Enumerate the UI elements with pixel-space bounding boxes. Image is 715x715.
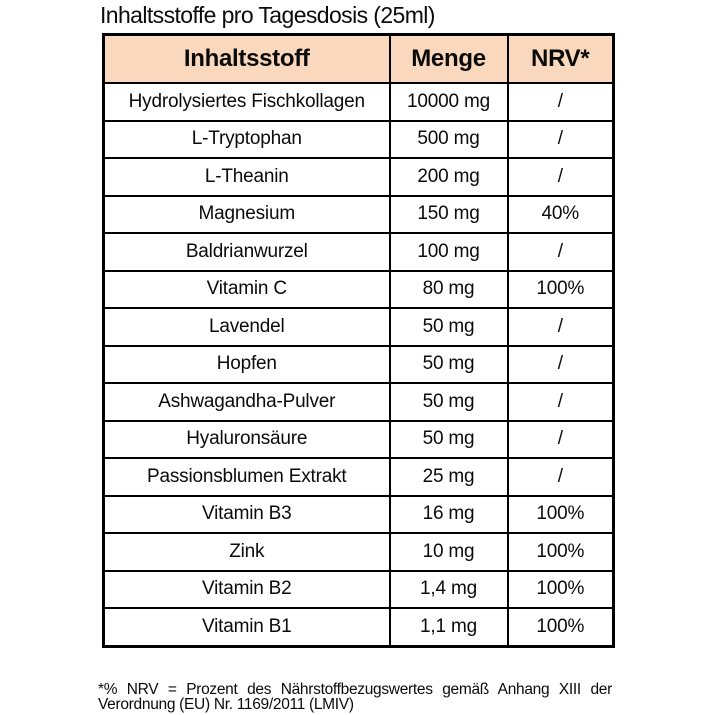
table-row xyxy=(104,421,614,459)
cell-menge: 25 mg xyxy=(390,458,508,496)
table-row xyxy=(104,233,614,271)
cell-menge: 1,4 mg xyxy=(390,571,508,609)
table-row xyxy=(104,533,614,571)
cell-menge: 50 mg xyxy=(390,421,508,459)
ingredients-table xyxy=(102,33,615,648)
cell-nrv: 100% xyxy=(508,496,614,534)
cell-inhaltsstoff: Hopfen xyxy=(104,346,390,384)
table-row xyxy=(104,571,614,609)
cell-inhaltsstoff: Baldrianwurzel xyxy=(104,233,390,271)
table-row xyxy=(104,83,614,121)
table-row xyxy=(104,271,614,309)
cell-nrv: 40% xyxy=(508,196,614,234)
cell-nrv: 100% xyxy=(508,608,614,646)
cell-menge: 10 mg xyxy=(390,533,508,571)
cell-nrv: / xyxy=(508,158,614,196)
cell-inhaltsstoff: Vitamin B2 xyxy=(104,571,390,609)
cell-inhaltsstoff: Vitamin C xyxy=(104,271,390,309)
cell-inhaltsstoff: Magnesium xyxy=(104,196,390,234)
cell-inhaltsstoff: Zink xyxy=(104,533,390,571)
cell-nrv: / xyxy=(508,383,614,421)
cell-nrv: / xyxy=(508,346,614,384)
header-menge: Menge xyxy=(390,35,508,84)
table-row xyxy=(104,458,614,496)
header-inhaltsstoff: Inhaltsstoff xyxy=(104,35,390,84)
cell-menge: 16 mg xyxy=(390,496,508,534)
cell-nrv: 100% xyxy=(508,533,614,571)
cell-menge: 50 mg xyxy=(390,346,508,384)
cell-nrv: / xyxy=(508,121,614,159)
cell-nrv: 100% xyxy=(508,271,614,309)
table-row xyxy=(104,496,614,534)
page-title: Inhaltsstoffe pro Tagesdosis (25ml) xyxy=(100,2,435,28)
footnote: *% NRV = Prozent des Nährstoffbezugswertes gemäß Anhang XIII der Verordnung (EU) Nr. 1169/2011 (LMIV) xyxy=(98,681,612,713)
cell-nrv: / xyxy=(508,233,614,271)
cell-nrv: / xyxy=(508,458,614,496)
cell-inhaltsstoff: Vitamin B1 xyxy=(104,608,390,646)
cell-nrv: / xyxy=(508,421,614,459)
cell-nrv: / xyxy=(508,308,614,346)
table-body xyxy=(104,83,614,646)
cell-inhaltsstoff: L-Theanin xyxy=(104,158,390,196)
cell-menge: 50 mg xyxy=(390,383,508,421)
cell-menge: 10000 mg xyxy=(390,83,508,121)
table-row xyxy=(104,346,614,384)
cell-inhaltsstoff: Hyaluronsäure xyxy=(104,421,390,459)
cell-menge: 80 mg xyxy=(390,271,508,309)
table-row xyxy=(104,383,614,421)
cell-menge: 50 mg xyxy=(390,308,508,346)
table-row xyxy=(104,308,614,346)
table-row xyxy=(104,608,614,646)
cell-menge: 500 mg xyxy=(390,121,508,159)
table-header-row xyxy=(104,35,614,84)
cell-inhaltsstoff: Ashwagandha-Pulver xyxy=(104,383,390,421)
table-row xyxy=(104,196,614,234)
cell-inhaltsstoff: L-Tryptophan xyxy=(104,121,390,159)
cell-menge: 100 mg xyxy=(390,233,508,271)
cell-inhaltsstoff: Lavendel xyxy=(104,308,390,346)
table-row xyxy=(104,158,614,196)
cell-menge: 200 mg xyxy=(390,158,508,196)
cell-inhaltsstoff: Passionsblumen Extrakt xyxy=(104,458,390,496)
cell-inhaltsstoff: Vitamin B3 xyxy=(104,496,390,534)
header-nrv: NRV* xyxy=(508,35,614,84)
cell-nrv: 100% xyxy=(508,571,614,609)
cell-menge: 1,1 mg xyxy=(390,608,508,646)
cell-nrv: / xyxy=(508,83,614,121)
cell-inhaltsstoff: Hydrolysiertes Fischkollagen xyxy=(104,83,390,121)
table-row xyxy=(104,121,614,159)
cell-menge: 150 mg xyxy=(390,196,508,234)
